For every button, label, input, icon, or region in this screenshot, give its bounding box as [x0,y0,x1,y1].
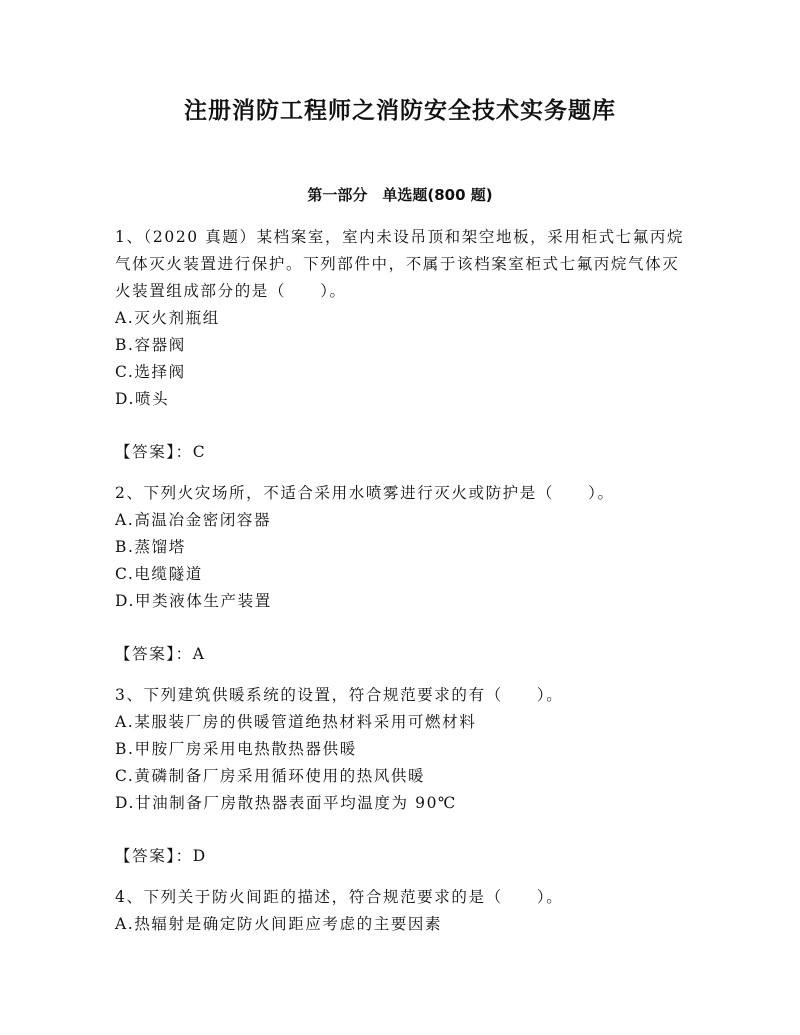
option-a: A.某服装厂房的供暖管道绝热材料采用可燃材料 [115,713,477,731]
option-b: B.容器阀 [115,336,186,354]
option-d: D.甘油制备厂房散热器表面平均温度为 90℃ [115,794,457,812]
answer: 【答案】：D [115,847,207,865]
section-title: 第一部分 单选题(800 题) [307,186,493,204]
question-stem: 4、下列关于防火间距的描述，符合规范要求的是（ ）。 [115,888,564,906]
option-a: A.灭火剂瓶组 [115,309,220,327]
option-c: C.电缆隧道 [115,565,203,583]
option-d: D.喷头 [115,390,170,408]
option-c: C.黄磷制备厂房采用循环使用的热风供暖 [115,767,426,785]
question-stem: 3、下列建筑供暖系统的设置，符合规范要求的有（ ）。 [115,686,564,704]
answer: 【答案】：C [115,443,207,461]
question-4 [115,884,685,938]
question-stem: 2、下列火灾场所，不适合采用水喷雾进行灭火或防护是（ ）。 [115,484,615,502]
option-a: A.高温冶金密闭容器 [115,511,272,529]
question-2 [115,480,685,668]
option-a: A.热辐射是确定防火间距应考虑的主要因素 [115,915,443,933]
question-stem: 1、（2020 真题）某档案室，室内未设吊顶和架空地板，采用柜式七氟丙烷气体灭火装置进行保护。下列部件中，不属于该档案室柜式七氟丙烷气体灭火装置组成部分的是（ ）。 [115,228,685,300]
question-1 [115,224,685,466]
option-b: B.甲胺厂房采用电热散热器供暖 [115,740,357,758]
option-c: C.选择阀 [115,363,186,381]
question-list [115,224,685,938]
answer: 【答案】：A [115,645,206,663]
option-d: D.甲类液体生产装置 [115,592,272,610]
question-3 [115,682,685,870]
document-title: 注册消防工程师之消防安全技术实务题库 [184,98,616,124]
option-b: B.蒸馏塔 [115,538,186,556]
